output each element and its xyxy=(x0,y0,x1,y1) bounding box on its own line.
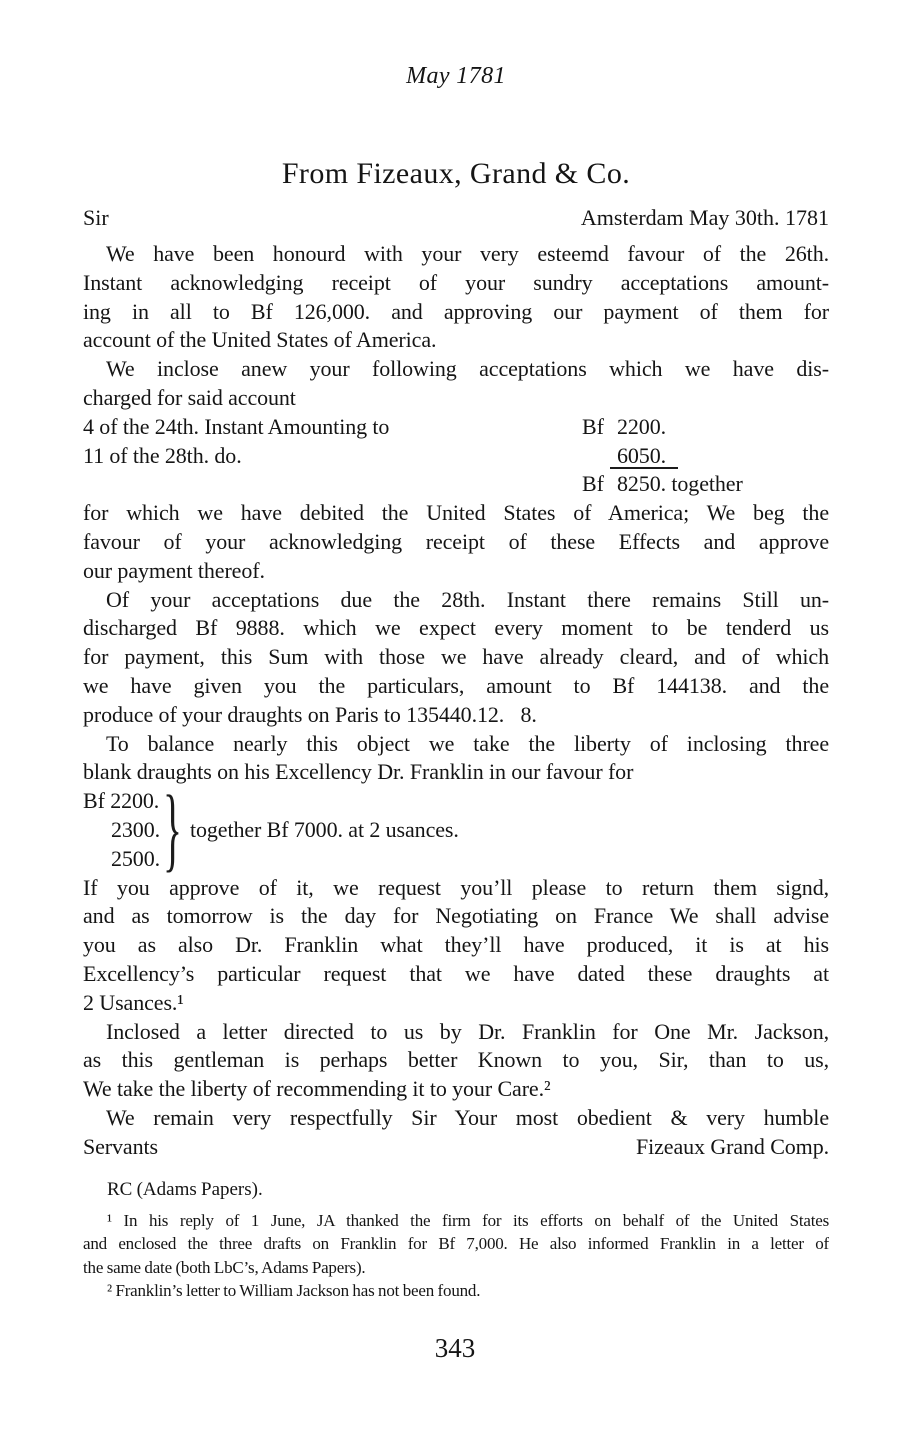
amount-row xyxy=(83,413,829,442)
text-line: and as tomorrow is the day for Negotiating on France We shall advise xyxy=(83,903,829,929)
amount-row xyxy=(83,442,829,471)
text-line: we have given you the particulars, amount to Bf 144138. and the xyxy=(83,672,829,698)
paragraph xyxy=(83,730,829,788)
paragraph xyxy=(83,240,829,355)
amount-value: 2200. xyxy=(617,413,667,439)
amount-value: 6050. xyxy=(617,442,667,468)
footnote-list xyxy=(83,1209,829,1303)
letter-title: From Fizeaux, Grand & Co. xyxy=(281,157,631,190)
brace-block xyxy=(83,777,829,882)
brace-amount-line: 2300. xyxy=(111,816,161,842)
text-line: for payment, this Sum with those we have already cleard, and of which xyxy=(83,644,829,670)
letter-body xyxy=(83,240,829,1162)
paragraph xyxy=(83,355,829,413)
text-line: ² Franklin’s letter to William Jackson has not been found. xyxy=(107,1281,481,1301)
text-line: discharged Bf 9888. which we expect every moment to be tenderd us xyxy=(83,615,829,641)
amount-row xyxy=(83,470,829,499)
text-line: To balance nearly this object we take the liberty of inclosing three xyxy=(106,730,829,756)
paragraph xyxy=(83,586,829,730)
brace-amount-line: Bf 2200. xyxy=(83,788,160,814)
text-line: We inclose anew your following acceptations which we have dis- xyxy=(106,356,829,382)
footnote xyxy=(83,1279,829,1303)
text-line: for which we have debited the United States of America; We beg the xyxy=(83,500,829,526)
text-line: We take the liberty of recommending it to your Care.² xyxy=(83,1076,551,1102)
paragraph xyxy=(83,499,829,585)
amounts-block xyxy=(83,413,829,499)
page-number: 343 xyxy=(434,1333,476,1363)
text-line: our payment thereof. xyxy=(83,557,265,583)
text-line: 2 Usances.¹ xyxy=(83,989,184,1015)
currency-label: Bf xyxy=(582,413,604,439)
right-brace-glyph: } xyxy=(163,777,182,882)
text-line: you as also Dr. Franklin what they’ll have produced, it is at his xyxy=(83,932,829,958)
brace-amount-line: 2500. xyxy=(111,845,161,871)
salutation: Sir xyxy=(83,205,109,230)
signature-left: Servants xyxy=(83,1133,158,1159)
text-line: account of the United States of America. xyxy=(83,327,437,353)
text-line: ¹ In his reply of 1 June, JA thanked the firm for its efforts on behalf of the United States xyxy=(107,1210,829,1230)
dateline-row xyxy=(83,203,829,232)
brace-note: together Bf 7000. at 2 usances. xyxy=(190,816,459,842)
footnotes-section xyxy=(83,1178,829,1303)
sum-rule xyxy=(610,467,678,469)
text-line: Instant acknowledging receipt of your sundry acceptations amount- xyxy=(83,269,829,295)
currency-label: Bf xyxy=(582,471,604,497)
amount-label: 11 of the 28th. do. xyxy=(83,442,242,468)
text-line: produce of your draughts on Paris to 135440.12. 8. xyxy=(83,701,537,727)
amount-value: 8250. together xyxy=(617,471,743,497)
text-line: If you approve of it, we request you’ll please to return them signd, xyxy=(83,874,829,900)
text-line: We remain very respectfully Sir Your most obedient & very humble xyxy=(106,1104,829,1130)
amount-label: 4 of the 24th. Instant Amounting to xyxy=(83,413,390,439)
source-note: RC (Adams Papers). xyxy=(107,1178,263,1200)
text-line: as this gentleman is perhaps better Known to you, Sir, than to us, xyxy=(83,1047,829,1073)
place-date: Amsterdam May 30th. 1781 xyxy=(580,205,829,230)
text-line: the same date (both LbC’s, Adams Papers). xyxy=(83,1257,366,1277)
running-head: May 1781 xyxy=(406,63,506,89)
paragraph xyxy=(83,1018,829,1104)
signature-row xyxy=(83,1133,829,1162)
signature-right: Fizeaux Grand Comp. xyxy=(635,1133,829,1159)
text-line: favour of your acknowledging receipt of these Effects and approve xyxy=(83,528,829,554)
text-line: charged for said account xyxy=(83,384,296,410)
text-line: ing in all to Bf 126,000. and approving our payment of them for xyxy=(83,298,829,324)
text-line: Inclosed a letter directed to us by Dr. Franklin for One Mr. Jackson, xyxy=(106,1018,829,1044)
footnote xyxy=(83,1209,829,1280)
paragraph xyxy=(83,1104,829,1133)
text-line: We have been honourd with your very esteemd favour of the 26th. xyxy=(106,241,829,266)
text-line: blank draughts on his Excellency Dr. Franklin in our favour for xyxy=(83,759,634,785)
text-line: Of your acceptations due the 28th. Instant there remains Still un- xyxy=(106,586,829,612)
text-line: and enclosed the three drafts on Franklin for Bf 7,000. He also informed Franklin in a letter of xyxy=(83,1234,829,1254)
paragraph xyxy=(83,874,829,1018)
text-line: Excellency’s particular request that we have dated these draughts at xyxy=(83,960,829,986)
